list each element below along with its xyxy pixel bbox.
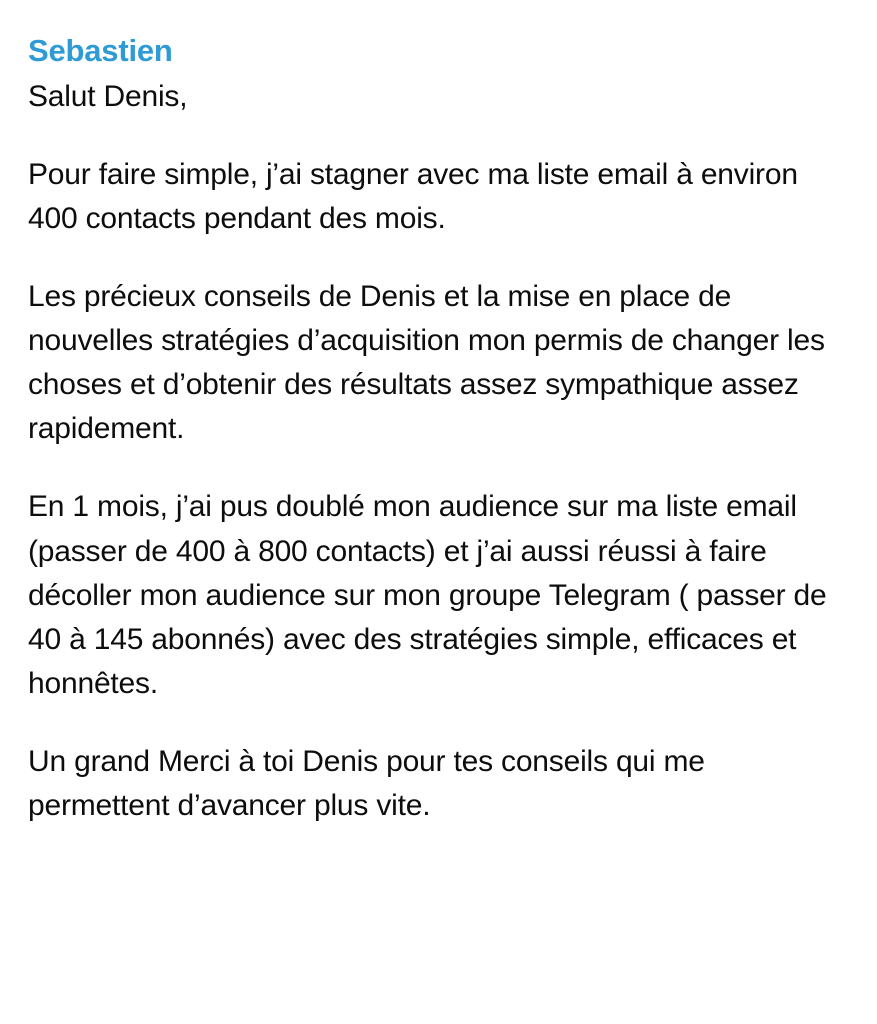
testimonial-paragraph-3: En 1 mois, j’ai pus doublé mon audience sur ma liste email (passer de 400 à 800 contacts) et j’ai aussi réussi à faire décoller mon audience sur mon groupe Telegram ( passer de 40 à 145 abonnés) avec des stratégies simple, efficaces et honnêtes. <box>28 490 835 700</box>
testimonial-paragraph-4: Un grand Merci à toi Denis pour tes conseils qui me permettent d’avancer plus vite. <box>28 744 713 822</box>
testimonial-author-name: Sebastien <box>28 33 173 68</box>
testimonial-greeting: Salut Denis, <box>28 79 188 113</box>
testimonial-paragraph-1: Pour faire simple, j’ai stagner avec ma liste email à environ 400 contacts pendant des mois. <box>28 157 806 235</box>
testimonial-paragraph-2: Les précieux conseils de Denis et la mise en place de nouvelles stratégies d’acquisition mon permis de changer les choses et d’obtenir des résultats assez sympathique assez rapidement. <box>28 280 833 446</box>
